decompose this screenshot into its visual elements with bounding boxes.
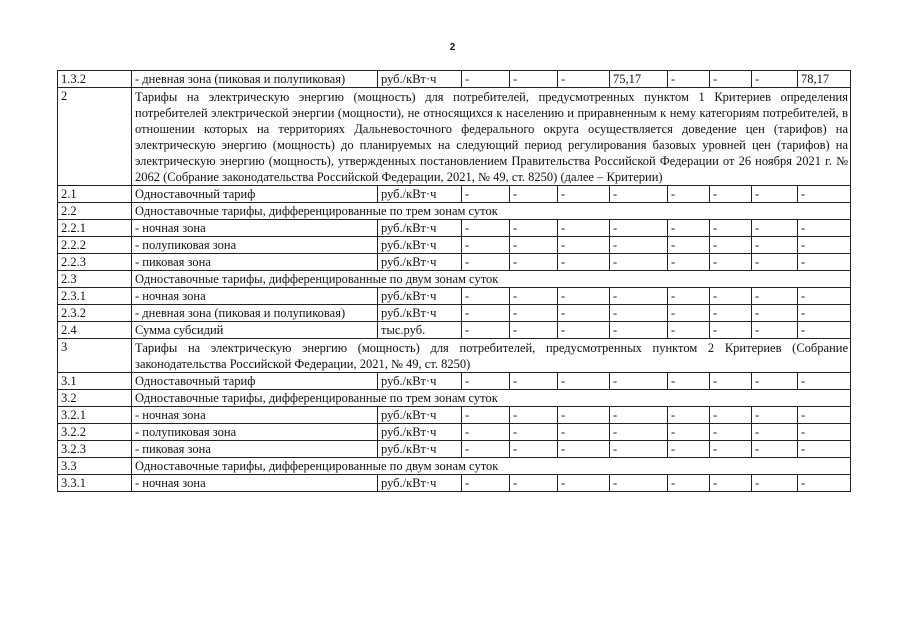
value-cell: - (558, 424, 610, 441)
row-name: - дневная зона (пиковая и полупиковая) (132, 71, 378, 88)
table-row (58, 390, 851, 407)
section-heading: Одноставочные тарифы, дифференцированные по трем зонам суток (132, 203, 851, 220)
value-cell: - (558, 186, 610, 203)
value-cell: - (668, 237, 710, 254)
value-cell: - (798, 254, 851, 271)
value-cell: - (798, 305, 851, 322)
value-cell: - (462, 322, 510, 339)
value-cell: - (558, 475, 610, 492)
page-number: 2 (449, 42, 456, 53)
value-cell: - (798, 373, 851, 390)
table-row (58, 407, 851, 424)
row-code: 3.2.3 (58, 441, 132, 458)
value-cell: - (558, 373, 610, 390)
value-cell: - (668, 424, 710, 441)
value-cell: - (668, 71, 710, 88)
table-row (58, 458, 851, 475)
value-cell: - (510, 186, 558, 203)
value-cell: - (752, 407, 798, 424)
tariff-table (57, 70, 851, 492)
value-cell: - (610, 305, 668, 322)
row-name: - ночная зона (132, 475, 378, 492)
value-cell: - (752, 424, 798, 441)
value-cell: - (668, 220, 710, 237)
value-cell: - (668, 288, 710, 305)
row-code: 2.2 (58, 203, 132, 220)
value-cell: - (710, 71, 752, 88)
row-code: 3.2.1 (58, 407, 132, 424)
table-row (58, 305, 851, 322)
value-cell: - (462, 71, 510, 88)
table-row (58, 475, 851, 492)
row-unit: руб./кВт·ч (378, 424, 462, 441)
value-cell: - (510, 305, 558, 322)
row-name: - ночная зона (132, 220, 378, 237)
row-unit: руб./кВт·ч (378, 288, 462, 305)
value-cell: - (462, 441, 510, 458)
value-cell: - (510, 441, 558, 458)
table-row (58, 339, 851, 373)
value-cell: - (510, 424, 558, 441)
row-name: - пиковая зона (132, 441, 378, 458)
row-name: Одноставочный тариф (132, 373, 378, 390)
section-heading: Одноставочные тарифы, дифференцированные по трем зонам суток (132, 390, 851, 407)
value-cell: - (710, 424, 752, 441)
value-cell: - (668, 441, 710, 458)
value-cell: 75,17 (610, 71, 668, 88)
value-cell: - (752, 373, 798, 390)
value-cell: - (610, 237, 668, 254)
value-cell: - (798, 237, 851, 254)
row-unit: руб./кВт·ч (378, 373, 462, 390)
value-cell: - (510, 237, 558, 254)
value-cell: - (510, 254, 558, 271)
value-cell: - (710, 237, 752, 254)
row-unit: руб./кВт·ч (378, 186, 462, 203)
row-unit: руб./кВт·ч (378, 237, 462, 254)
table-row (58, 271, 851, 288)
row-code: 2.3.2 (58, 305, 132, 322)
row-unit: руб./кВт·ч (378, 475, 462, 492)
value-cell: - (610, 373, 668, 390)
value-cell: - (462, 475, 510, 492)
row-unit: руб./кВт·ч (378, 254, 462, 271)
value-cell: - (752, 186, 798, 203)
value-cell: - (710, 475, 752, 492)
value-cell: - (558, 71, 610, 88)
value-cell: - (610, 322, 668, 339)
table-row (58, 88, 851, 186)
value-cell: - (710, 373, 752, 390)
section-heading: Одноставочные тарифы, дифференцированные по двум зонам суток (132, 271, 851, 288)
row-name: - полупиковая зона (132, 237, 378, 254)
value-cell: - (710, 441, 752, 458)
value-cell: - (710, 322, 752, 339)
value-cell: - (558, 322, 610, 339)
row-code: 3.2 (58, 390, 132, 407)
value-cell: - (510, 71, 558, 88)
row-name: - дневная зона (пиковая и полупиковая) (132, 305, 378, 322)
table-row (58, 254, 851, 271)
value-cell: - (668, 407, 710, 424)
value-cell: - (798, 288, 851, 305)
value-cell: - (710, 288, 752, 305)
table-row (58, 322, 851, 339)
row-code: 1.3.2 (58, 71, 132, 88)
value-cell: - (510, 322, 558, 339)
value-cell: - (710, 220, 752, 237)
value-cell: - (752, 71, 798, 88)
value-cell: - (510, 475, 558, 492)
value-cell: - (462, 373, 510, 390)
value-cell: - (610, 220, 668, 237)
row-code: 2.2.1 (58, 220, 132, 237)
value-cell: - (752, 220, 798, 237)
row-code: 2 (58, 88, 132, 186)
value-cell: - (798, 186, 851, 203)
row-code: 3.2.2 (58, 424, 132, 441)
value-cell: - (510, 288, 558, 305)
row-name: Сумма субсидий (132, 322, 378, 339)
value-cell: - (558, 237, 610, 254)
table-row (58, 237, 851, 254)
value-cell: - (558, 220, 610, 237)
value-cell: - (610, 424, 668, 441)
value-cell: - (462, 237, 510, 254)
row-code: 2.3 (58, 271, 132, 288)
value-cell: - (668, 305, 710, 322)
section-heading: Тарифы на электрическую энергию (мощность) для потребителей, предусмотренных пунктом 2 Критериев (Собрание законодательства Российской Федерации, 2021, № 49, ст. 8250) (132, 339, 851, 373)
row-unit: руб./кВт·ч (378, 220, 462, 237)
value-cell: - (798, 475, 851, 492)
row-code: 2.2.2 (58, 237, 132, 254)
value-cell: - (752, 237, 798, 254)
row-code: 2.3.1 (58, 288, 132, 305)
value-cell: - (462, 424, 510, 441)
row-code: 2.1 (58, 186, 132, 203)
value-cell: 78,17 (798, 71, 851, 88)
value-cell: - (558, 407, 610, 424)
row-code: 2.4 (58, 322, 132, 339)
value-cell: - (668, 475, 710, 492)
table-row (58, 288, 851, 305)
row-name: - ночная зона (132, 407, 378, 424)
table-row (58, 71, 851, 88)
table-row (58, 203, 851, 220)
value-cell: - (752, 441, 798, 458)
row-unit: руб./кВт·ч (378, 71, 462, 88)
value-cell: - (798, 322, 851, 339)
value-cell: - (710, 254, 752, 271)
value-cell: - (668, 373, 710, 390)
row-name: - ночная зона (132, 288, 378, 305)
value-cell: - (462, 407, 510, 424)
row-name: Одноставочный тариф (132, 186, 378, 203)
section-heading: Одноставочные тарифы, дифференцированные по двум зонам суток (132, 458, 851, 475)
value-cell: - (798, 407, 851, 424)
value-cell: - (610, 475, 668, 492)
row-name: - полупиковая зона (132, 424, 378, 441)
value-cell: - (610, 186, 668, 203)
section-heading: Тарифы на электрическую энергию (мощность) для потребителей, предусмотренных пунктом 1 Критериев определения потребителей электрической энергии (мощности), не относящихся к населению и приравненным к нему категориям потребителей, в отношении которых на территориях Дальневосточного федерального округа осуществляется доведение цен (тарифов) на электрическую энергию (мощность) до планируемых на следующий период регулирования базовых уровней цен (тарифов) на электрическую энергию (мощность), утвержденных постановлением Правительства Российской Федерации от 26 ноября 2021 г. № 2062 (Собрание законодательства Российской Федерации, 2021, № 49, ст. 8250) (далее – Критерии) (132, 88, 851, 186)
table-row (58, 441, 851, 458)
value-cell: - (610, 288, 668, 305)
value-cell: - (510, 220, 558, 237)
value-cell: - (610, 441, 668, 458)
value-cell: - (462, 288, 510, 305)
value-cell: - (752, 254, 798, 271)
row-unit: руб./кВт·ч (378, 407, 462, 424)
value-cell: - (558, 288, 610, 305)
row-code: 3 (58, 339, 132, 373)
row-name: - пиковая зона (132, 254, 378, 271)
row-unit: руб./кВт·ч (378, 305, 462, 322)
value-cell: - (558, 441, 610, 458)
value-cell: - (558, 254, 610, 271)
value-cell: - (610, 407, 668, 424)
value-cell: - (510, 373, 558, 390)
row-code: 3.1 (58, 373, 132, 390)
value-cell: - (752, 305, 798, 322)
value-cell: - (668, 186, 710, 203)
row-unit: тыс.руб. (378, 322, 462, 339)
table-row (58, 186, 851, 203)
row-unit: руб./кВт·ч (378, 441, 462, 458)
value-cell: - (798, 220, 851, 237)
value-cell: - (510, 407, 558, 424)
value-cell: - (462, 186, 510, 203)
value-cell: - (752, 288, 798, 305)
value-cell: - (462, 305, 510, 322)
value-cell: - (710, 186, 752, 203)
row-code: 2.2.3 (58, 254, 132, 271)
value-cell: - (668, 254, 710, 271)
table-row (58, 220, 851, 237)
value-cell: - (798, 441, 851, 458)
row-code: 3.3.1 (58, 475, 132, 492)
value-cell: - (558, 305, 610, 322)
value-cell: - (710, 407, 752, 424)
value-cell: - (462, 254, 510, 271)
value-cell: - (752, 475, 798, 492)
value-cell: - (668, 322, 710, 339)
table-row (58, 424, 851, 441)
value-cell: - (752, 322, 798, 339)
value-cell: - (710, 305, 752, 322)
row-code: 3.3 (58, 458, 132, 475)
table-row (58, 373, 851, 390)
value-cell: - (462, 220, 510, 237)
value-cell: - (610, 254, 668, 271)
value-cell: - (798, 424, 851, 441)
